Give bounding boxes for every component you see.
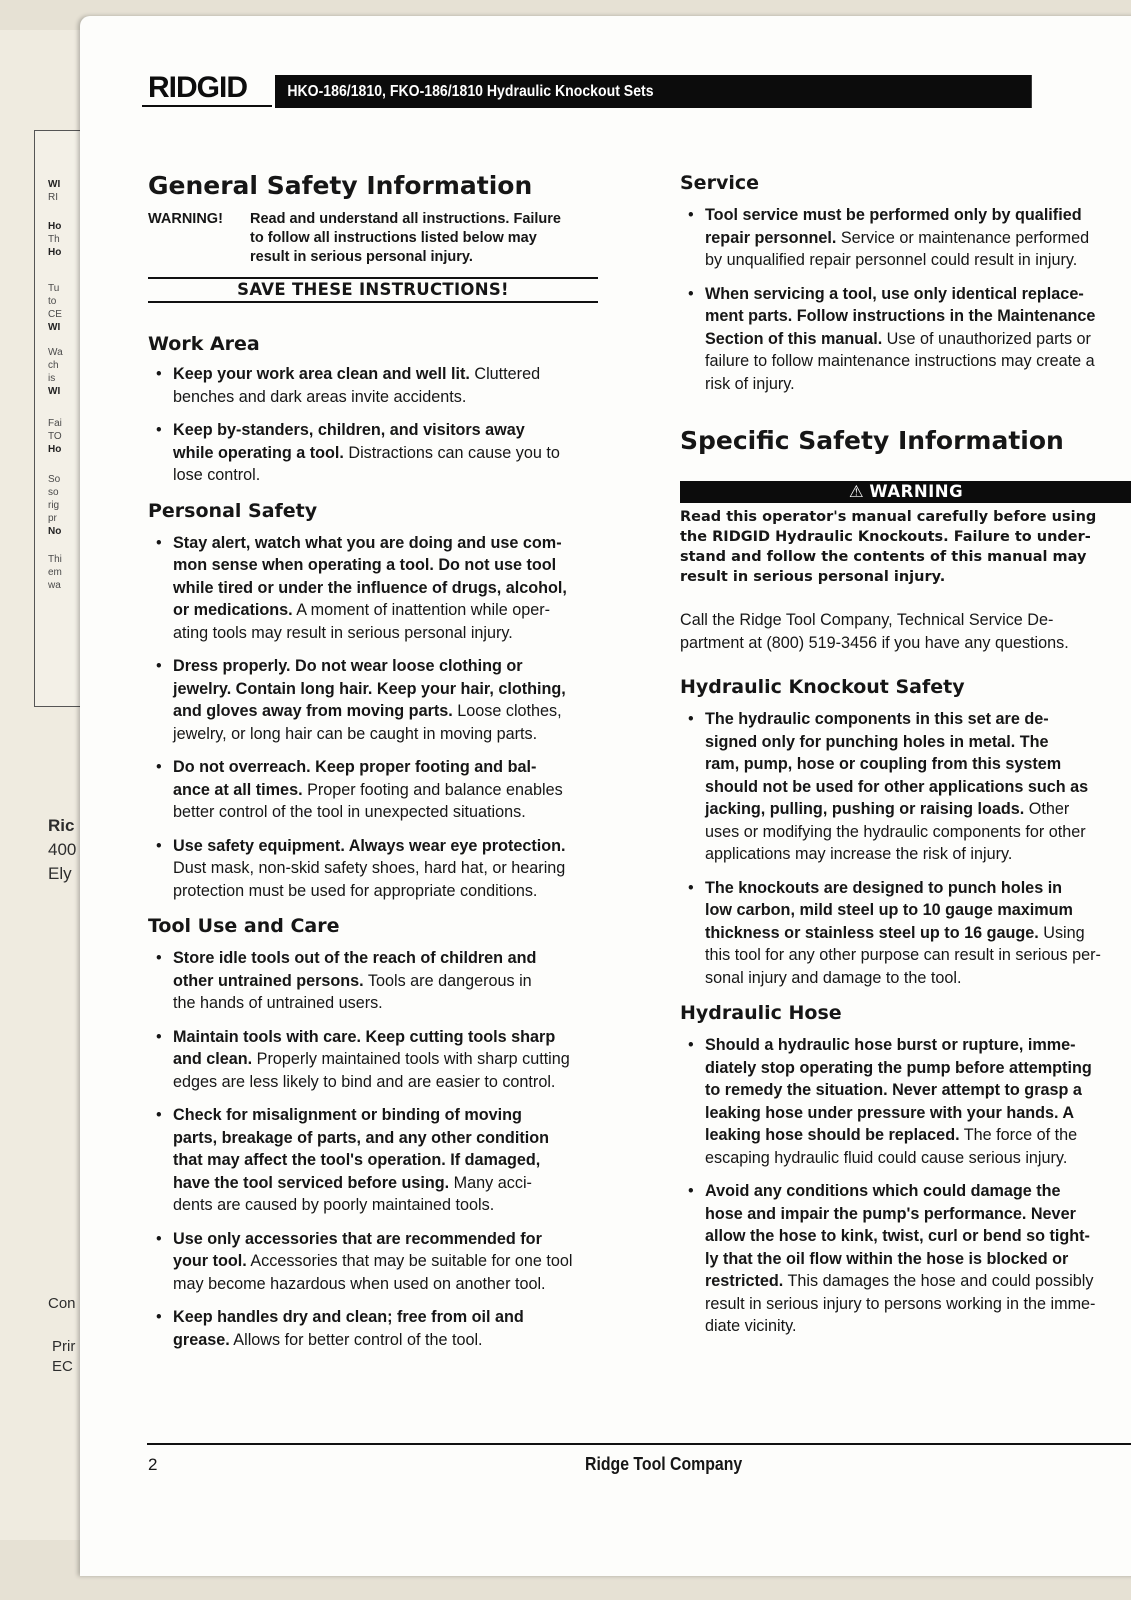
bullet-line: Tool service must be performed only by qualified	[705, 206, 1082, 224]
tool-use-bullets	[148, 947, 608, 1351]
bullet-line: better control of the tool in unexpected situations.	[173, 803, 526, 821]
bullet-item	[148, 1306, 608, 1351]
bullet-line: Maintain tools with care. Keep cutting tools sharp	[173, 1027, 556, 1046]
bullet-item	[680, 1034, 1131, 1169]
back-page-fragment: em	[48, 567, 62, 578]
bullet-line: ly that the oil flow within the hose is blocked or	[705, 1249, 1069, 1268]
right-column	[680, 170, 1131, 1349]
back-page-fragment: ch	[48, 360, 59, 371]
bullet-line: while tired or under the influence of drugs, alcohol,	[173, 578, 567, 597]
warning-body-line: Read this operator's manual carefully before using	[680, 509, 1097, 525]
bullet-item	[148, 363, 608, 408]
hydraulic-hose-heading: Hydraulic Hose	[680, 1002, 842, 1024]
back-page-fragment: to	[48, 296, 57, 307]
bullet-line: failure to follow maintenance instructions may create a	[705, 352, 1095, 370]
back-page-fragment: So	[48, 474, 61, 485]
bullet-line: diately stop operating the pump before attempting	[705, 1058, 1092, 1077]
work-area-heading: Work Area	[148, 333, 260, 355]
knockout-safety-bullets	[680, 708, 1131, 989]
bullet-line: The hydraulic components in this set are de-	[705, 710, 1049, 728]
back-page-fragment: is	[48, 373, 56, 384]
bullet-line: while operating a tool. Distractions can cause you to	[173, 443, 560, 462]
bullet-item	[148, 1228, 608, 1296]
back-page-fragment: TO	[48, 431, 62, 442]
back-page-fragment: Thi	[48, 554, 62, 565]
bullet-item	[148, 655, 608, 745]
bullet-line: or medications. A moment of inattention while oper-	[173, 601, 550, 619]
bullet-line: lose control.	[173, 466, 261, 484]
bullet-line: to remedy the situation. Never attempt to grasp a	[705, 1081, 1082, 1099]
bullet-line: uses or modifying the hydraulic components for other	[705, 822, 1086, 841]
bullet-line: Keep by-standers, children, and visitors away	[173, 421, 525, 439]
bullet-dot-icon: •	[688, 710, 694, 728]
general-safety-title: General Safety Information	[148, 171, 533, 200]
bullet-line: Do not overreach. Keep proper footing and bal-	[173, 758, 537, 776]
warning-line: Read and understand all instructions. Failure	[250, 211, 561, 227]
back-page-fragment: CE	[48, 309, 62, 320]
bullet-dot-icon: •	[688, 878, 694, 897]
bullet-line: allow the hose to kink, twist, curl or bend so tight-	[705, 1227, 1090, 1245]
bullet-item	[680, 877, 1131, 990]
bullet-line: may become hazardous when used on another tool.	[173, 1274, 546, 1293]
bullet-line: Stay alert, watch what you are doing and use com-	[173, 533, 562, 552]
bullet-line: signed only for punching holes in metal. The	[705, 732, 1049, 751]
bullet-line: Store idle tools out of the reach of children and	[173, 949, 537, 967]
bullet-line: grease. Allows for better control of the tool.	[173, 1330, 483, 1349]
bullet-line: and gloves away from moving parts. Loose clothes,	[173, 702, 562, 720]
bullet-item	[148, 1104, 608, 1217]
back-page-fragment: wa	[48, 580, 61, 591]
bullet-dot-icon: •	[156, 1027, 162, 1046]
page-number: 2	[148, 1455, 158, 1474]
back-page-fragment: Wa	[48, 347, 63, 358]
bullet-line: Keep your work area clean and well lit. Cluttered	[173, 365, 541, 383]
bullet-line: jewelry, or long hair can be caught in moving parts.	[173, 724, 538, 743]
call-ridge-text	[680, 609, 1131, 654]
bullet-line: diate vicinity.	[705, 1317, 797, 1335]
bullet-item	[148, 1026, 608, 1094]
bullet-line: benches and dark areas invite accidents.	[173, 387, 467, 406]
service-bullets	[680, 204, 1131, 395]
bullet-line: and clean. Properly maintained tools with sharp cutting	[173, 1050, 570, 1068]
bullet-line: should not be used for other applications such as	[705, 777, 1089, 796]
bullet-line: escaping hydraulic fluid could cause serious injury.	[705, 1148, 1068, 1167]
bullet-dot-icon: •	[156, 1106, 162, 1124]
header-title-bar: HKO-186/1810, FKO-186/1810 Hydraulic Knockout Sets	[275, 75, 1032, 108]
bullet-line: other untrained persons. Tools are dangerous in	[173, 971, 532, 990]
bullet-line: Dress properly. Do not wear loose clothing or	[173, 657, 523, 675]
footer-rule	[147, 1443, 1131, 1445]
bullet-dot-icon: •	[156, 1308, 162, 1326]
bullet-line: restricted. This damages the hose and could possibly	[705, 1272, 1094, 1290]
bullet-item	[148, 532, 608, 645]
warning-body-line: stand and follow the contents of this manual may	[680, 549, 1087, 565]
hydraulic-hose-bullets	[680, 1034, 1131, 1338]
bullet-line: this tool for any other purpose can result in serious per-	[705, 946, 1101, 964]
specific-warning-body	[680, 507, 1131, 587]
bullet-line: applications may increase the risk of injury.	[705, 845, 1013, 863]
bullet-line: protection must be used for appropriate conditions.	[173, 881, 538, 900]
bullet-item	[680, 204, 1131, 272]
bullet-line: Use only accessories that are recommended for	[173, 1229, 542, 1248]
call-line: partment at (800) 519-3456 if you have any questions.	[680, 633, 1069, 652]
bullet-line: thickness or stainless steel up to 16 gauge. Using	[705, 923, 1085, 942]
bullet-dot-icon: •	[688, 284, 694, 303]
bullet-line: that may affect the tool's operation. If damaged,	[173, 1151, 541, 1169]
back-bottom-1: Con	[48, 1295, 76, 1312]
tool-use-heading: Tool Use and Care	[148, 915, 340, 937]
bullet-dot-icon: •	[156, 949, 162, 967]
personal-safety-heading: Personal Safety	[148, 499, 318, 522]
bullet-line: repair personnel. Service or maintenance performed	[705, 228, 1090, 247]
bullet-line: leaking hose under pressure with your hands. A	[705, 1103, 1075, 1122]
bullet-line: Avoid any conditions which could damage the	[705, 1182, 1061, 1200]
bullet-line: Use safety equipment. Always wear eye protection.	[173, 836, 566, 855]
back-addr-1: Ric	[48, 816, 75, 835]
bullet-line: ating tools may result in serious personal injury.	[173, 623, 513, 642]
bullet-item	[148, 419, 608, 487]
bullet-line: When servicing a tool, use only identical replace-	[705, 284, 1084, 303]
bullet-line: Should a hydraulic hose burst or rupture, imme-	[705, 1036, 1076, 1054]
bullet-line: jacking, pulling, pushing or raising loads. Other	[705, 800, 1070, 818]
specific-safety-title: Specific Safety Information	[680, 426, 1064, 455]
warning-body-line: the RIDGID Hydraulic Knockouts. Failure to under-	[680, 529, 1091, 545]
bullet-line: Section of this manual. Use of unauthorized parts or	[705, 329, 1091, 348]
footer-company: Ridge Tool Company	[585, 1454, 743, 1474]
call-line: Call the Ridge Tool Company, Technical Service De-	[680, 611, 1054, 629]
bullet-line: by unqualified repair personnel could result in injury.	[705, 251, 1078, 269]
bullet-item	[148, 756, 608, 824]
back-page-fragment: Th	[48, 234, 60, 245]
bullet-dot-icon: •	[156, 533, 162, 552]
bullet-line: edges are less likely to bind and are easier to control.	[173, 1072, 556, 1091]
bullet-dot-icon: •	[156, 657, 162, 675]
bullet-line: result in serious injury to persons working in the imme-	[705, 1294, 1096, 1313]
bullet-line: mon sense when operating a tool. Do not use tool	[173, 556, 557, 574]
bullet-line: leaking hose should be replaced. The force of the	[705, 1126, 1078, 1144]
back-page-fragment: No	[48, 526, 62, 537]
bullet-line: Dust mask, non-skid safety shoes, hard hat, or hearing	[173, 859, 566, 877]
bullet-item	[148, 947, 608, 1015]
bullet-line: sonal injury and damage to the tool.	[705, 968, 962, 987]
bullet-dot-icon: •	[156, 836, 162, 855]
back-addr-3: Ely	[48, 864, 72, 883]
back-page-fragment: Tu	[48, 283, 60, 294]
bullet-item	[148, 835, 608, 903]
back-addr-2: 400	[48, 840, 77, 859]
warning-text	[250, 210, 561, 267]
bullet-line: ance at all times. Proper footing and balance enables	[173, 780, 563, 799]
bullet-item	[680, 283, 1131, 396]
back-page-fragment: Fai	[48, 418, 62, 429]
back-page-fragment: pr	[48, 513, 57, 524]
back-page-fragment: Ho	[48, 247, 62, 258]
bullet-line: dents are caused by poorly maintained tools.	[173, 1196, 495, 1214]
bullet-dot-icon: •	[688, 1182, 694, 1200]
bullet-item	[680, 708, 1131, 866]
bullet-dot-icon: •	[688, 206, 694, 224]
back-page-fragment: Ho	[48, 444, 62, 455]
back-page-fragment: WI	[48, 179, 61, 190]
bullet-dot-icon: •	[156, 365, 162, 383]
bullet-line: jewelry. Contain long hair. Keep your hair, clothing,	[173, 679, 566, 698]
bullet-dot-icon: •	[156, 1229, 162, 1248]
ridgid-logo: RIDGID	[148, 71, 247, 104]
bullet-dot-icon: •	[156, 421, 162, 439]
warning-label: WARNING!	[148, 211, 223, 227]
warning-body-line: result in serious personal injury.	[680, 569, 946, 585]
back-page-fragment: rig	[48, 500, 60, 511]
save-instructions-bar: SAVE THESE INSTRUCTIONS!	[148, 277, 598, 303]
general-warning	[148, 210, 608, 267]
knockout-safety-heading: Hydraulic Knockout Safety	[680, 676, 965, 698]
warning-line: result in serious personal injury.	[250, 249, 473, 265]
bullet-dot-icon: •	[156, 758, 162, 776]
warning-line: to follow all instructions listed below may	[250, 230, 537, 246]
bullet-line: ram, pump, hose or coupling from this system	[705, 755, 1062, 773]
warning-triangle-icon: ⚠	[848, 482, 864, 501]
back-page-fragment: RI	[48, 192, 58, 203]
personal-safety-bullets	[148, 532, 608, 903]
bullet-line: your tool. Accessories that may be suitable for one tool	[173, 1252, 573, 1270]
logo-underline	[142, 105, 272, 107]
bullet-line: Check for misalignment or binding of moving	[173, 1106, 522, 1124]
back-bottom-2: Prir	[52, 1338, 76, 1355]
bullet-line: The knockouts are designed to punch holes in	[705, 878, 1063, 897]
back-bottom-3: EC	[52, 1358, 73, 1375]
bullet-line: parts, breakage of parts, and any other condition	[173, 1128, 549, 1147]
service-heading: Service	[680, 172, 759, 194]
back-page-fragment: WI	[48, 386, 61, 397]
back-page-fragment: WI	[48, 322, 61, 333]
warning-banner	[680, 481, 1131, 503]
left-column	[148, 170, 608, 1362]
warning-banner-text: WARNING	[869, 482, 964, 501]
back-page-fragment: Ho	[48, 221, 62, 232]
bullet-line: ment parts. Follow instructions in the Maintenance	[705, 307, 1096, 325]
bullet-line: risk of injury.	[705, 374, 795, 393]
back-page-fragment: so	[48, 487, 59, 498]
work-area-bullets	[148, 363, 608, 487]
bullet-line: the hands of untrained users.	[173, 994, 383, 1012]
bullet-line: Keep handles dry and clean; free from oil and	[173, 1308, 524, 1326]
bullet-line: hose and impair the pump's performance. Never	[705, 1204, 1076, 1223]
bullet-dot-icon: •	[688, 1036, 694, 1054]
bullet-line: have the tool serviced before using. Many acci-	[173, 1173, 532, 1192]
bullet-item	[680, 1180, 1131, 1338]
bullet-line: low carbon, mild steel up to 10 gauge maximum	[705, 901, 1073, 919]
